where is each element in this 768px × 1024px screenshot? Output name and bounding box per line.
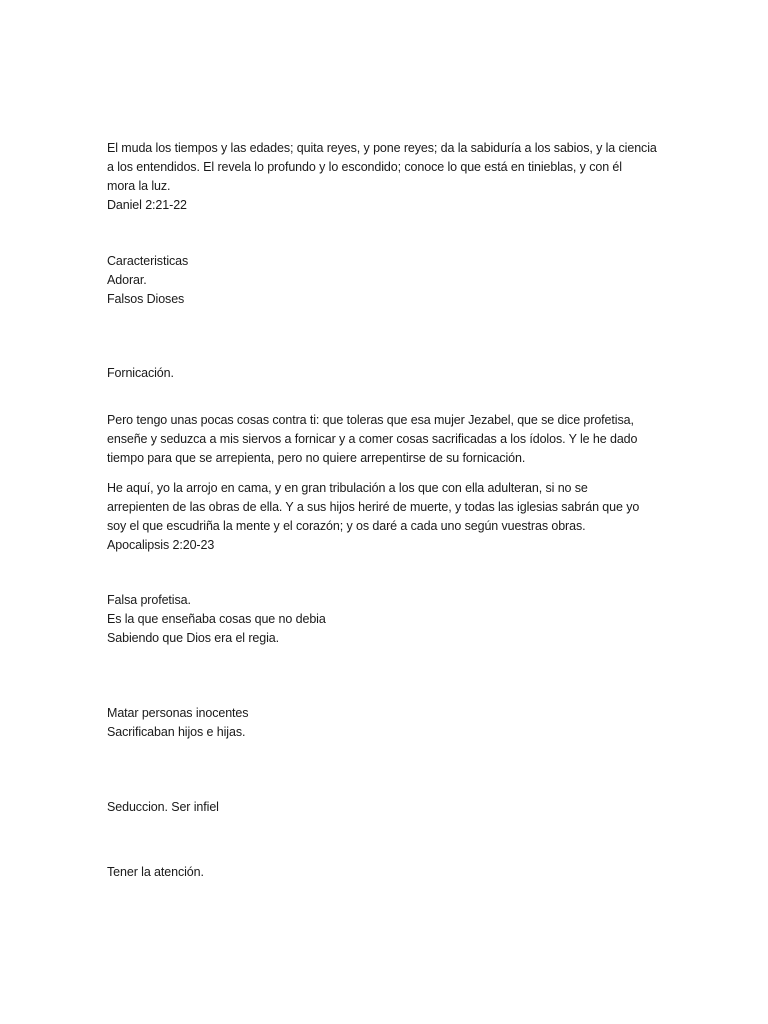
section-line: Sacrificaban hijos e hijas. — [107, 725, 246, 739]
seduction-section — [107, 798, 667, 817]
verse-reference: Daniel 2:21-22 — [107, 198, 187, 212]
verse-line: enseñe y seduzca a mis siervos a fornicar y a comer cosas sacrificadas a los ídolos. Y le he dado — [107, 432, 638, 446]
section-line: Matar personas inocentes — [107, 706, 249, 720]
section-line: Es la que enseñaba cosas que no debia — [107, 612, 326, 626]
section-line: Seduccion. Ser infiel — [107, 800, 219, 814]
verse-line: mora la luz. — [107, 179, 171, 193]
section-line: Sabiendo que Dios era el regia. — [107, 631, 280, 645]
verse-line: Pero tengo unas pocas cosas contra ti: que toleras que esa mujer Jezabel, que se dice profetisa, — [107, 413, 634, 427]
characteristics-heading: Caracteristicas — [107, 254, 189, 268]
attention-section — [107, 863, 667, 882]
revelation-paragraph-2 — [107, 479, 667, 555]
verse-line: arrepienten de las obras de ella. Y a sus hijos heriré de muerte, y todas las iglesias sabrán que yo — [107, 500, 640, 514]
verse-line: a los entendidos. El revela lo profundo y lo escondido; conoce lo que está en tinieblas, y con él — [107, 160, 622, 174]
section-line: Falsa profetisa. — [107, 593, 191, 607]
killing-section — [107, 704, 667, 742]
verse-reference: Apocalipsis 2:20-23 — [107, 538, 215, 552]
fornication-heading — [107, 364, 667, 383]
fornication-heading-text: Fornicación. — [107, 366, 174, 380]
verse-line: He aquí, yo la arrojo en cama, y en gran tribulación a los que con ella adulteran, si no se — [107, 481, 588, 495]
characteristic-item: Adorar. — [107, 273, 147, 287]
revelation-paragraph-1 — [107, 411, 667, 468]
verse-line: tiempo para que se arrepienta, pero no quiere arrepentirse de su fornicación. — [107, 451, 526, 465]
false-prophet-section — [107, 591, 667, 648]
section-line: Tener la atención. — [107, 865, 204, 879]
characteristics-section — [107, 252, 667, 309]
daniel-verse — [107, 139, 667, 215]
verse-line: soy el que escudriña la mente y el corazón; y os daré a cada uno según vuestras obras. — [107, 519, 586, 533]
verse-line: El muda los tiempos y las edades; quita reyes, y pone reyes; da la sabiduría a los sabios, y la ciencia — [107, 141, 657, 155]
characteristic-item: Falsos Dioses — [107, 292, 185, 306]
